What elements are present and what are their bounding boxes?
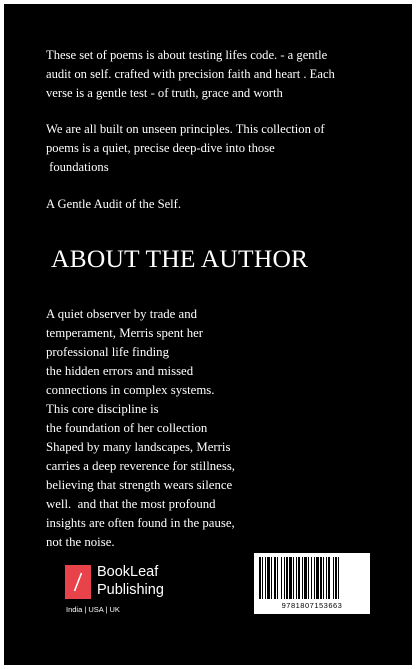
barcode-bar — [296, 557, 297, 599]
isbn-barcode — [254, 553, 370, 614]
slash-logo-icon — [65, 565, 91, 599]
blurb-line: poems is a quiet, precise deep-dive into those — [46, 141, 275, 155]
barcode-bar — [314, 557, 315, 599]
barcode-bar — [281, 557, 282, 599]
about-author-heading: ABOUT THE AUTHOR — [51, 244, 309, 273]
barcode-bar — [323, 557, 324, 599]
bio-line: A quiet observer by trade and — [46, 307, 198, 321]
bio-line: carries a deep reverence for stillness, — [46, 459, 236, 473]
bio-line: the hidden errors and missed — [46, 364, 194, 378]
barcode-bar — [328, 557, 330, 599]
barcode-bar — [293, 557, 294, 599]
isbn-number: 9781807153663 — [281, 601, 343, 610]
barcode-bar — [284, 557, 285, 599]
blurb-line: These set of poems is about testing lifes code. - a gentle — [46, 48, 328, 62]
blurb-line: We are all built on unseen principles. This collection of — [46, 122, 325, 136]
barcode-bar — [298, 557, 300, 599]
blurb-paragraph-2 — [46, 120, 391, 177]
blurb-paragraph-1 — [46, 46, 391, 103]
barcode-bar — [274, 557, 276, 599]
bio-line: connections in complex systems. — [46, 383, 215, 397]
bio-line: well. and that the most profound — [46, 497, 216, 511]
barcode-bar — [316, 557, 319, 599]
blurb-line: audit on self. crafted with precision faith and heart . Each — [46, 67, 335, 81]
barcode-bar — [308, 557, 309, 599]
publisher-name-line-1: BookLeaf — [97, 564, 159, 580]
barcode-bar — [286, 557, 288, 599]
barcode-bar — [338, 557, 339, 599]
barcode-bars — [259, 557, 365, 599]
bio-line: believing that strength wears silence — [46, 478, 233, 492]
bio-line: the foundation of her collection — [46, 421, 208, 435]
barcode-bar — [259, 557, 261, 599]
barcode-bar — [302, 557, 303, 599]
bio-line: insights are often found in the pause, — [46, 516, 235, 530]
barcode-bar — [271, 557, 272, 599]
author-bio — [46, 305, 346, 552]
bio-line: professional life finding — [46, 345, 169, 359]
barcode-bar — [277, 557, 278, 599]
bio-line: This core discipline is — [46, 402, 159, 416]
barcode-bar — [333, 557, 334, 599]
publisher-regions: India | USA | UK — [66, 605, 120, 614]
barcode-bar — [262, 557, 263, 599]
bio-line: temperament, Merris spent her — [46, 326, 204, 340]
blurb-line: foundations — [46, 160, 109, 174]
barcode-bar — [311, 557, 312, 599]
bio-line: not the noise. — [46, 535, 115, 549]
publisher-name — [97, 564, 164, 599]
bio-line: Shaped by many landscapes, Merris — [46, 440, 231, 454]
back-cover — [4, 4, 412, 665]
tagline: A Gentle Audit of the Self. — [46, 197, 182, 211]
barcode-bar — [304, 557, 307, 599]
barcode-bar — [320, 557, 322, 599]
barcode-bar — [289, 557, 292, 599]
barcode-bar — [335, 557, 337, 599]
barcode-bar — [326, 557, 327, 599]
barcode-bar — [265, 557, 266, 599]
barcode-bar — [267, 557, 270, 599]
blurb-line: verse is a gentle test - of truth, grace and worth — [46, 86, 283, 100]
publisher-name-line-2: Publishing — [97, 581, 164, 598]
